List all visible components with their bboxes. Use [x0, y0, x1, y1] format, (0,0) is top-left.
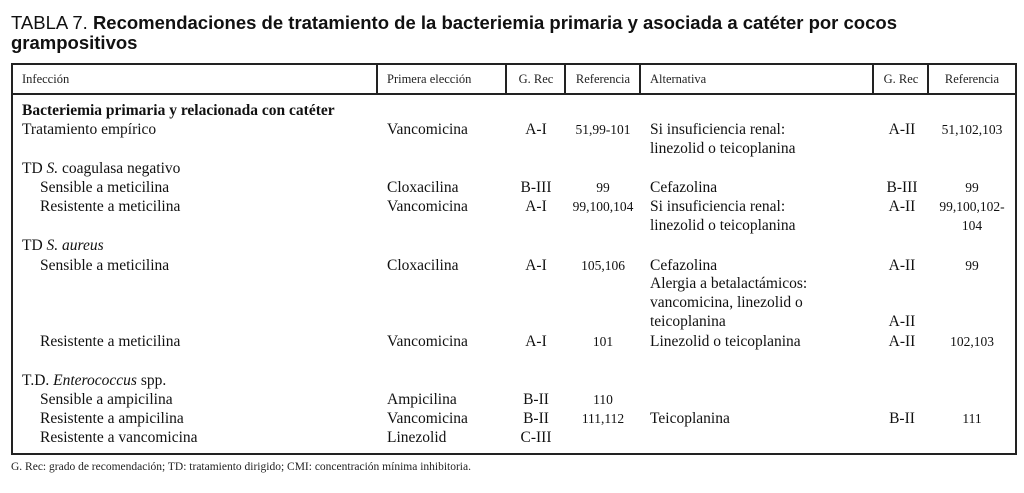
- section-title-organism: Enterococcus: [53, 372, 137, 389]
- header-infeccion: Infección: [22, 72, 70, 86]
- cell-alternativa: Si insuficiencia renal:: [650, 198, 786, 215]
- section-title: [22, 371, 166, 391]
- cell-infeccion: Resistente a vancomicina: [40, 429, 198, 446]
- column-divider: [639, 65, 641, 93]
- cell-alternativa: linezolid o teicoplanina: [650, 217, 796, 234]
- table-row-continuation: [13, 293, 1015, 313]
- cell-grec: B-III: [520, 179, 552, 196]
- section-heading: [13, 371, 1015, 391]
- cell-alternativa: Alergia a betalactámicos:: [650, 275, 808, 292]
- table-row: [13, 178, 1015, 198]
- column-divider: [376, 65, 378, 93]
- cell-primera: Vancomicina: [387, 121, 468, 138]
- table-row-continuation: [13, 312, 1015, 332]
- cell-primera: Vancomicina: [387, 410, 468, 427]
- table-row-continuation: [13, 139, 1015, 159]
- table-row: [13, 428, 1015, 448]
- section-title-organism: S. aureus: [46, 237, 104, 254]
- cell-grec-alt: B-II: [889, 410, 915, 427]
- cell-primera: Vancomicina: [387, 198, 468, 215]
- cell-primera: Vancomicina: [387, 333, 468, 350]
- table-row: [13, 256, 1015, 276]
- cell-ref: 51,99-101: [575, 122, 631, 137]
- recommendations-table: [11, 63, 1017, 455]
- cell-ref: 99: [596, 180, 610, 195]
- cell-infeccion: Tratamiento empírico: [22, 121, 157, 138]
- table-row: [13, 332, 1015, 352]
- cell-grec: C-III: [520, 429, 552, 446]
- cell-grec: B-II: [523, 410, 549, 427]
- cell-alternativa: Teicoplanina: [650, 410, 730, 427]
- cell-infeccion: Sensible a meticilina: [40, 257, 170, 274]
- cell-ref: 101: [592, 334, 614, 349]
- cell-alternativa: Si insuficiencia renal:: [650, 121, 786, 138]
- table-row: [13, 409, 1015, 429]
- cell-infeccion: Resistente a meticilina: [40, 333, 181, 350]
- table-caption: Recomendaciones de tratamiento de la bacteriemia primaria y asociada a catéter por cocos grampositivos: [11, 12, 897, 53]
- cell-grec-alt: A-II: [888, 313, 916, 330]
- header-primera-eleccion: Primera elección: [387, 72, 472, 86]
- section-title-suffix: spp.: [136, 372, 167, 389]
- section-title-prefix: TD: [22, 237, 47, 254]
- table-row: [13, 390, 1015, 410]
- cell-grec-alt: A-II: [888, 257, 916, 274]
- header-referencia-alt: Referencia: [944, 72, 1000, 86]
- table-number: TABLA 7.: [11, 12, 93, 33]
- cell-grec-alt: A-II: [888, 121, 916, 138]
- table-row: [13, 120, 1015, 140]
- section-heading: [13, 236, 1015, 256]
- section-title: [22, 159, 180, 179]
- section-title-prefix: T.D.: [22, 372, 54, 389]
- table-title: [11, 13, 1016, 53]
- table-row: [13, 197, 1015, 217]
- cell-grec-alt: A-II: [888, 198, 916, 215]
- cell-ref: 111,112: [581, 411, 625, 426]
- header-grec: G. Rec: [518, 72, 554, 86]
- cell-grec: A-I: [525, 257, 547, 274]
- section-heading: [13, 159, 1015, 179]
- cell-infeccion: Resistente a meticilina: [40, 198, 181, 215]
- cell-ref-alt: 51,102,103: [941, 122, 1003, 137]
- cell-ref-alt: 99,100,102-: [939, 199, 1005, 214]
- cell-grec-alt: A-II: [888, 333, 916, 350]
- cell-ref: 105,106: [581, 258, 625, 273]
- cell-alternativa: linezolid o teicoplanina: [650, 140, 796, 157]
- section-heading: [13, 101, 1015, 121]
- cell-infeccion: Sensible a ampicilina: [40, 391, 173, 408]
- cell-infeccion: Sensible a meticilina: [40, 179, 170, 196]
- cell-ref-alt: 104: [961, 218, 983, 233]
- cell-ref-alt: 111: [962, 411, 982, 426]
- table-footnote: G. Rec: grado de recomendación; TD: tratamiento dirigido; CMI: concentración mínima inhibitoria.: [11, 461, 471, 473]
- cell-grec: A-I: [525, 121, 547, 138]
- header-referencia: Referencia: [575, 72, 631, 86]
- cell-grec: B-II: [523, 391, 549, 408]
- cell-alternativa: Cefazolina: [650, 179, 718, 196]
- header-alternativa: Alternativa: [650, 72, 707, 86]
- cell-primera: Linezolid: [387, 429, 447, 446]
- cell-ref-alt: 99: [965, 180, 979, 195]
- cell-alternativa: teicoplanina: [650, 313, 726, 330]
- cell-ref: 110: [593, 392, 613, 407]
- cell-ref: 99,100,104: [572, 199, 634, 214]
- section-title-prefix: TD: [22, 160, 47, 177]
- cell-grec-alt: B-III: [886, 179, 918, 196]
- cell-primera: Cloxacilina: [387, 179, 459, 196]
- cell-alternativa: Linezolid o teicoplanina: [650, 333, 801, 350]
- cell-alternativa: vancomicina, linezolid o: [650, 294, 803, 311]
- section-title-suffix: coagulasa negativo: [58, 160, 181, 177]
- cell-grec: A-I: [525, 198, 547, 215]
- section-title-organism: S.: [46, 160, 59, 177]
- table-row-continuation: [13, 274, 1015, 294]
- cell-ref-alt: 102,103: [950, 334, 994, 349]
- table-header: [13, 65, 1015, 95]
- table-row-continuation: [13, 216, 1015, 236]
- cell-primera: Cloxacilina: [387, 257, 459, 274]
- cell-primera: Ampicilina: [387, 391, 457, 408]
- cell-grec: A-I: [525, 333, 547, 350]
- section-title: Bacteriemia primaria y relacionada con catéter: [22, 102, 335, 119]
- section-title: [22, 236, 104, 256]
- cell-infeccion: Resistente a ampicilina: [40, 410, 184, 427]
- cell-ref-alt: 99: [965, 258, 979, 273]
- cell-alternativa: Cefazolina: [650, 257, 718, 274]
- header-grec-alt: G. Rec: [883, 72, 919, 86]
